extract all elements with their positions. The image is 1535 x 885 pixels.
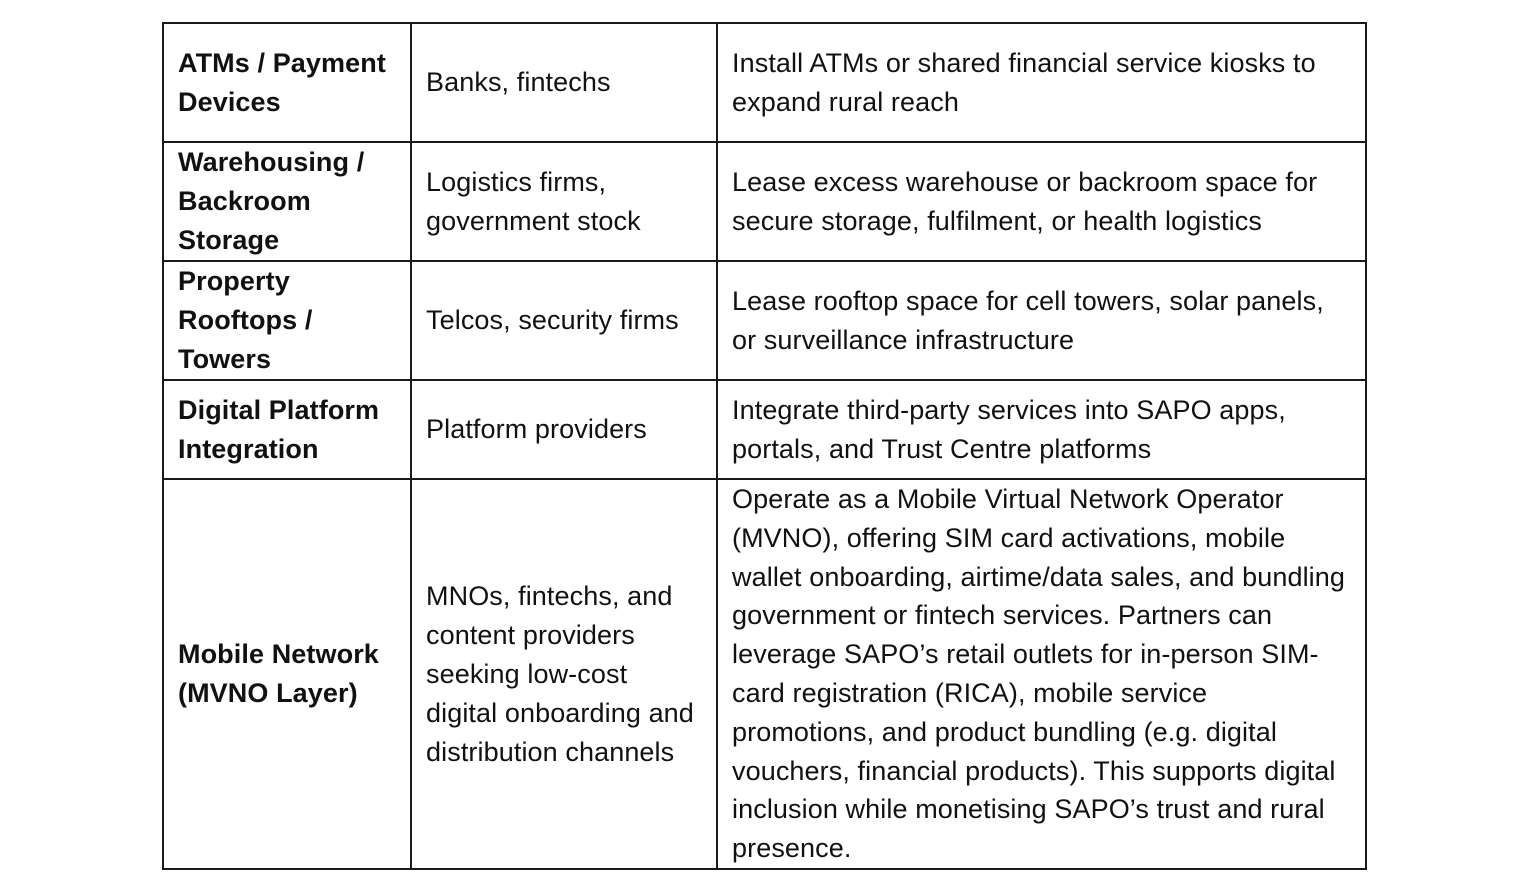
partnership-table-container [162,22,1365,870]
partners-cell: MNOs, fintechs, and content providers seeking low-cost digital onboarding and distribution channels [411,479,717,869]
opportunity-type-cell: Mobile Network (MVNO Layer) [163,479,411,869]
table-row [163,23,1366,142]
table-row [163,479,1366,869]
description-cell: Install ATMs or shared financial service kiosks to expand rural reach [717,23,1366,142]
description-cell: Lease rooftop space for cell towers, solar panels, or surveillance infrastructure [717,261,1366,380]
partners-cell: Telcos, security firms [411,261,717,380]
description-cell: Operate as a Mobile Virtual Network Operator (MVNO), offering SIM card activations, mobile wallet onboarding, airtime/data sales, and bundling government or fintech services. Partners can leverage SAPO’s retail outlets for in-person SIM-card registration (RICA), mobile service promotions, and product bundling (e.g. digital vouchers, financial products). This supports digital inclusion while monetising SAPO’s trust and rural presence. [717,479,1366,869]
partners-cell: Logistics firms, government stock [411,142,717,261]
partners-cell: Platform providers [411,380,717,479]
description-cell: Integrate third-party services into SAPO apps, portals, and Trust Centre platforms [717,380,1366,479]
description-cell: Lease excess warehouse or backroom space for secure storage, fulfilment, or health logistics [717,142,1366,261]
partners-cell: Banks, fintechs [411,23,717,142]
partnership-table [162,22,1367,870]
table-row [163,142,1366,261]
opportunity-type-cell: Warehousing / Backroom Storage [163,142,411,261]
table-row [163,261,1366,380]
opportunity-type-cell: Digital Platform Integration [163,380,411,479]
table-row [163,380,1366,479]
opportunity-type-cell: Property Rooftops / Towers [163,261,411,380]
opportunity-type-cell: ATMs / Payment Devices [163,23,411,142]
